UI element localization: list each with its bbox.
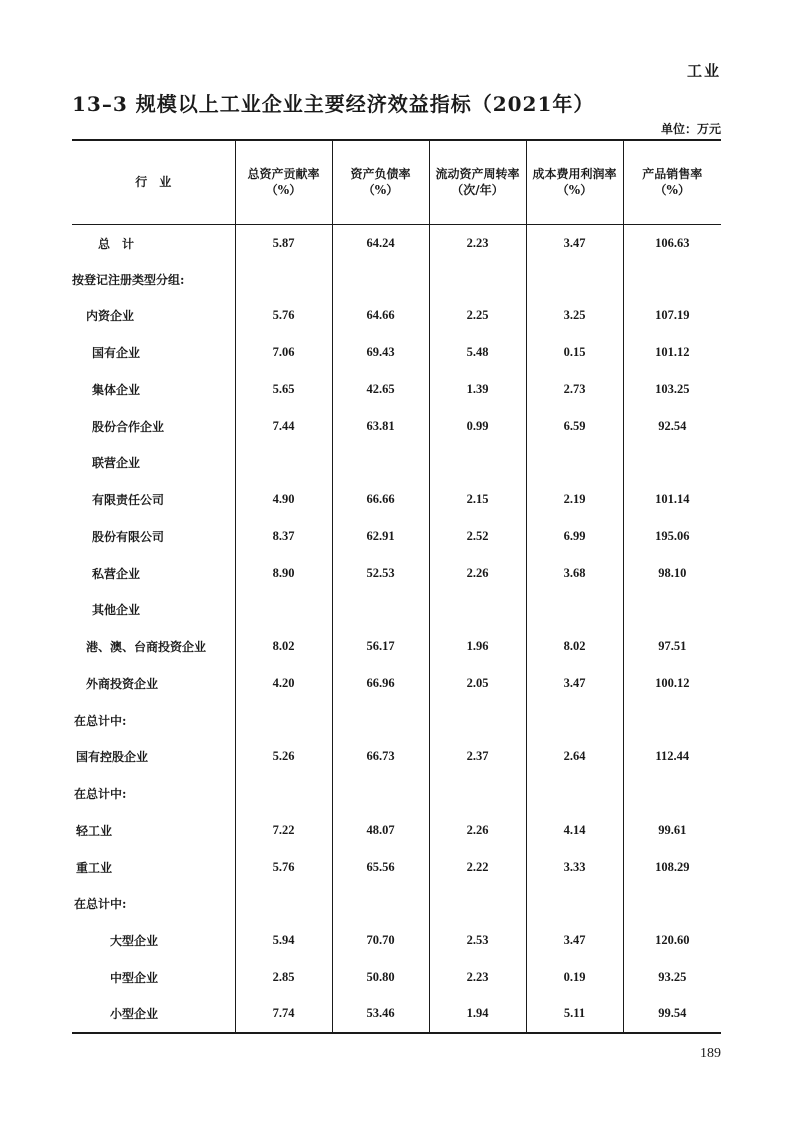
table-cell (332, 702, 429, 739)
table-cell: 103.25 (623, 371, 721, 408)
table-cell (235, 592, 332, 629)
table-cell (623, 445, 721, 482)
table-row (72, 702, 721, 739)
table-cell: 42.65 (332, 371, 429, 408)
table-cell: 195.06 (623, 518, 721, 555)
row-label: 其他企业 (92, 603, 141, 618)
table-cell: 3.47 (526, 922, 623, 959)
row-label: 中型企业 (110, 970, 159, 985)
table-cell: 5.48 (429, 334, 526, 371)
row-label: 港、澳、台商投资企业 (86, 640, 207, 655)
table-cell: 101.12 (623, 334, 721, 371)
table-cell: 5.87 (235, 224, 332, 261)
table-cell: 0.15 (526, 334, 623, 371)
row-label: 联营企业 (92, 456, 141, 471)
table-cell (332, 775, 429, 812)
row-label: 轻工业 (76, 823, 113, 838)
table-cell: 108.29 (623, 849, 721, 886)
table-cell: 99.61 (623, 812, 721, 849)
table-cell (429, 702, 526, 739)
table-cell: 7.06 (235, 334, 332, 371)
table-row (72, 555, 721, 592)
table-cell: 120.60 (623, 922, 721, 959)
table-cell (526, 261, 623, 298)
table-cell: 6.59 (526, 408, 623, 445)
indicator-table (72, 139, 721, 1034)
table-cell: 1.39 (429, 371, 526, 408)
table-cell: 7.22 (235, 812, 332, 849)
table-cell (623, 886, 721, 923)
table-cell: 66.73 (332, 739, 429, 776)
table-row (72, 665, 721, 702)
table-cell: 2.23 (429, 224, 526, 261)
table-row (72, 996, 721, 1033)
table-cell (429, 592, 526, 629)
table-cell: 70.70 (332, 922, 429, 959)
table-row (72, 481, 721, 518)
table-cell (526, 592, 623, 629)
table-row (72, 445, 721, 482)
table-cell: 5.94 (235, 922, 332, 959)
table-cell: 2.64 (526, 739, 623, 776)
table-row (72, 812, 721, 849)
table-cell: 0.99 (429, 408, 526, 445)
table-cell: 8.90 (235, 555, 332, 592)
table-cell: 99.54 (623, 996, 721, 1033)
table-cell: 3.33 (526, 849, 623, 886)
table-row (72, 775, 721, 812)
table-cell: 65.56 (332, 849, 429, 886)
table-cell: 101.14 (623, 481, 721, 518)
table-cell: 2.26 (429, 812, 526, 849)
table-cell (235, 261, 332, 298)
table-cell: 93.25 (623, 959, 721, 996)
row-label: 总 计 (98, 237, 135, 252)
table-cell: 53.46 (332, 996, 429, 1033)
table-cell (332, 261, 429, 298)
table-cell (332, 445, 429, 482)
table-cell: 5.76 (235, 849, 332, 886)
column-header-turnover: 流动资产周转率 （次/年） (429, 140, 526, 224)
table-cell: 2.05 (429, 665, 526, 702)
table-cell: 8.37 (235, 518, 332, 555)
table-row (72, 628, 721, 665)
table-cell (429, 886, 526, 923)
table-cell: 3.68 (526, 555, 623, 592)
unit-label: 单位：万元 (660, 122, 721, 136)
section-tag: 工业 (686, 62, 721, 80)
table-cell (526, 886, 623, 923)
page-title: 13–3 规模以上工业企业主要经济效益指标（2021年） (72, 92, 595, 116)
row-label: 重工业 (76, 860, 113, 875)
table-cell: 2.23 (429, 959, 526, 996)
table-cell: 52.53 (332, 555, 429, 592)
table-cell: 8.02 (526, 628, 623, 665)
table-cell: 107.19 (623, 298, 721, 335)
row-label: 在总计中: (74, 713, 127, 728)
table-cell (332, 886, 429, 923)
table-cell (332, 592, 429, 629)
table-cell (623, 702, 721, 739)
table-cell (235, 702, 332, 739)
row-label: 股份有限公司 (92, 529, 165, 544)
table-cell: 92.54 (623, 408, 721, 445)
table-row (72, 518, 721, 555)
table-cell (623, 592, 721, 629)
row-label: 大型企业 (110, 934, 159, 949)
row-label: 有限责任公司 (92, 493, 165, 508)
table-cell: 6.99 (526, 518, 623, 555)
table-row (72, 592, 721, 629)
table-cell: 2.19 (526, 481, 623, 518)
table-cell: 2.37 (429, 739, 526, 776)
page-number: 189 (700, 1046, 721, 1061)
table-cell: 0.19 (526, 959, 623, 996)
table-cell: 2.85 (235, 959, 332, 996)
row-label: 在总计中: (74, 897, 127, 912)
row-label: 私营企业 (92, 566, 141, 581)
table-cell: 2.15 (429, 481, 526, 518)
column-header-asset-contribution: 总资产贡献率 （%） (235, 140, 332, 224)
table-cell: 1.96 (429, 628, 526, 665)
table-cell (526, 702, 623, 739)
table-cell: 2.22 (429, 849, 526, 886)
table-cell (623, 261, 721, 298)
table-cell: 56.17 (332, 628, 429, 665)
table-cell (235, 886, 332, 923)
row-label: 内资企业 (86, 309, 135, 324)
table-cell: 64.24 (332, 224, 429, 261)
table-cell (526, 775, 623, 812)
table-cell: 97.51 (623, 628, 721, 665)
table-cell: 106.63 (623, 224, 721, 261)
table-cell: 4.20 (235, 665, 332, 702)
table-row (72, 922, 721, 959)
table-row (72, 298, 721, 335)
row-label: 在总计中: (74, 787, 127, 802)
table-cell (623, 775, 721, 812)
row-label: 国有控股企业 (76, 750, 149, 765)
table-header-row (72, 140, 721, 224)
table-row (72, 261, 721, 298)
table-cell: 2.73 (526, 371, 623, 408)
row-label: 按登记注册类型分组: (72, 272, 185, 287)
table-cell: 4.90 (235, 481, 332, 518)
table-cell: 4.14 (526, 812, 623, 849)
table-cell: 100.12 (623, 665, 721, 702)
table-cell: 1.94 (429, 996, 526, 1033)
table-row (72, 371, 721, 408)
table-cell: 98.10 (623, 555, 721, 592)
column-header-profit-rate: 成本费用利润率 （%） (526, 140, 623, 224)
table-cell: 5.65 (235, 371, 332, 408)
column-header-sales-rate: 产品销售率 （%） (623, 140, 721, 224)
table-cell (429, 445, 526, 482)
table-cell (235, 445, 332, 482)
table-cell: 3.47 (526, 665, 623, 702)
table-cell: 64.66 (332, 298, 429, 335)
table-row (72, 959, 721, 996)
column-header-industry: 行 业 (135, 175, 172, 190)
row-label: 小型企业 (110, 1007, 159, 1022)
table-cell: 63.81 (332, 408, 429, 445)
table-cell: 66.66 (332, 481, 429, 518)
table-cell: 5.26 (235, 739, 332, 776)
table-cell: 50.80 (332, 959, 429, 996)
row-label: 股份合作企业 (92, 419, 165, 434)
table-row (72, 886, 721, 923)
table-cell: 2.52 (429, 518, 526, 555)
table-cell (235, 775, 332, 812)
table-cell: 2.53 (429, 922, 526, 959)
column-header-debt-ratio: 资产负债率 （%） (332, 140, 429, 224)
table-cell: 2.25 (429, 298, 526, 335)
table-row (72, 334, 721, 371)
table-cell: 7.74 (235, 996, 332, 1033)
table-cell (429, 261, 526, 298)
row-label: 外商投资企业 (86, 676, 159, 691)
table-cell: 5.11 (526, 996, 623, 1033)
table-cell: 66.96 (332, 665, 429, 702)
table-cell: 3.25 (526, 298, 623, 335)
indicator-table-wrapper (72, 139, 721, 1034)
table-cell: 2.26 (429, 555, 526, 592)
table-row (72, 739, 721, 776)
table-cell: 69.43 (332, 334, 429, 371)
table-cell (526, 445, 623, 482)
table-row (72, 224, 721, 261)
table-row (72, 408, 721, 445)
row-label: 国有企业 (92, 346, 141, 361)
table-cell (429, 775, 526, 812)
table-cell: 112.44 (623, 739, 721, 776)
row-label: 集体企业 (92, 382, 141, 397)
table-cell: 5.76 (235, 298, 332, 335)
table-cell: 7.44 (235, 408, 332, 445)
table-cell: 62.91 (332, 518, 429, 555)
table-row (72, 849, 721, 886)
table-cell: 48.07 (332, 812, 429, 849)
table-cell: 3.47 (526, 224, 623, 261)
table-body (72, 224, 721, 1033)
table-cell: 8.02 (235, 628, 332, 665)
